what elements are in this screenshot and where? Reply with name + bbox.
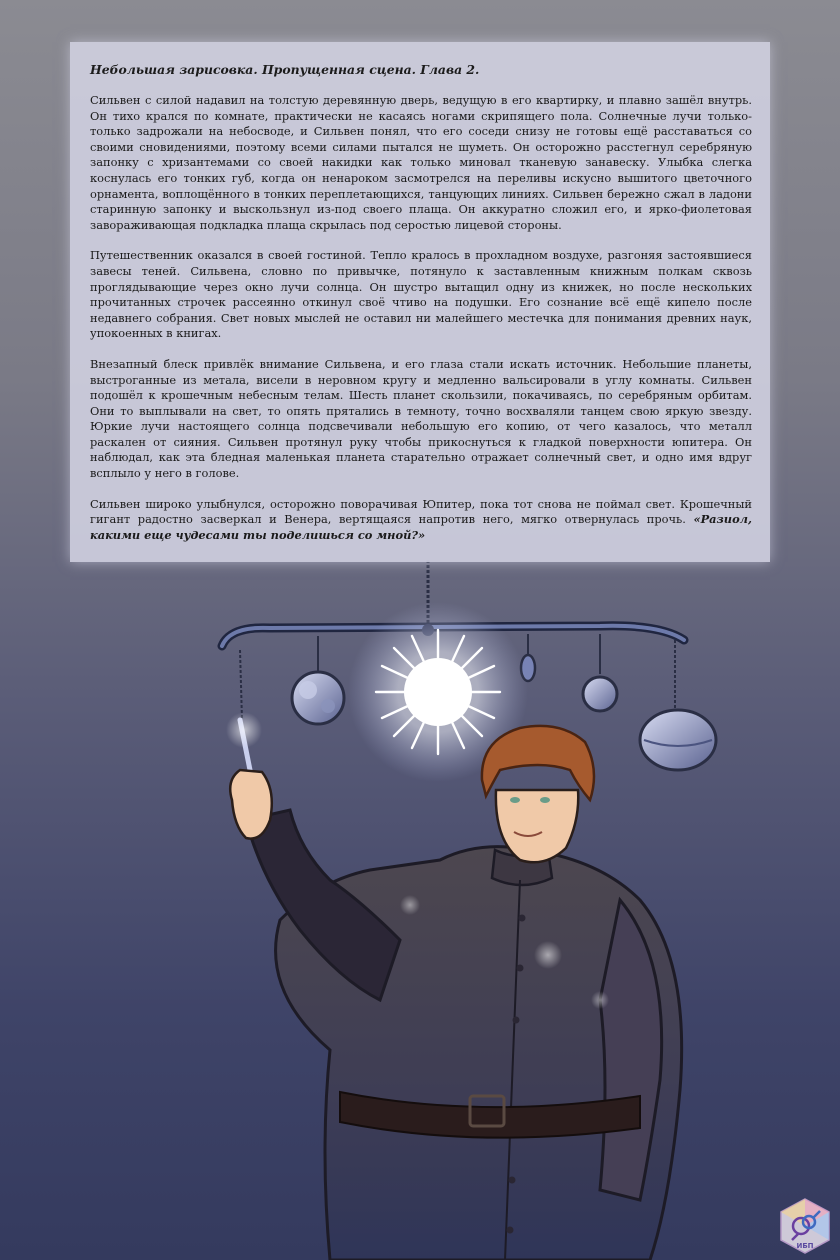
story-paragraph-3: Внезапный блеск привлёк внимание Сильвена, и его глаза стали искать источник. Небольшие планеты, выстроганные из метала, висели в неровном кругу и медленно вальсировали в углу комнаты. Сильвен подошёл к крошечным небесным телам. Шесть планет скользили, покачиваясь, по серебряным орбитам. Они то выплывали на свет, то опять прятались в темноту, точно восхваляли танцем свою яркую звезду. Юркие лучи настоящего солнца подсвечивали небольшую его копию, от чего казалось, что металл раскален от сияния. Сильвен протянул руку чтобы прикоснуться к гладкой поверхности юпитера. Он наблюдал, как эта бледная маленькая планета старательно отражает солнечный свет, и одно имя вдруг всплыло у него в голове. — [90, 356, 752, 481]
story-paragraph-4 — [90, 497, 752, 544]
character-body — [246, 810, 682, 1260]
story-paragraph-4-text: Сильвен широко улыбнулся, осторожно поворачивая Юпитер, пока тот снова не поймал свет. Крошечный гигант радостно засверкал и Венера, вертящаяся напротив него, мягко отвернулась прочь. — [90, 496, 752, 527]
watermark-logo — [776, 1196, 834, 1256]
planet-wire-left — [240, 650, 242, 720]
story-quote: «Разиол, какими еще чудесами ты поделишься со мной?» — [90, 512, 752, 542]
crystal-pendant — [226, 712, 262, 770]
raised-hand — [230, 770, 272, 839]
watermark-label: ИБП — [796, 1242, 814, 1250]
story-paragraph-1: Сильвен с силой надавил на толстую деревянную дверь, ведущую в его квартирку, и плавно зашёл внутрь. Он тихо крался по комнате, практически не касаясь ногами скрипящего пола. Солнечные лучи только-только задрожали на небосводе, и Сильвен понял, что его соседи снизу не готовы ещё расставаться со своими сновидениями, поэтому всеми силами пытался не шуметь. Он осторожно расстегнул серебряную запонку с хризантемами со своей накидки как только миновал тканевую занавеску. Улыбка слегка коснулась его тонких губ, когда он ненароком засмотрелся на переливы искусно вышитого цветочного орнамента, воплощённого в тонких переплетающихся, танцующих линиях. Сильвен бережно сжал в ладони старинную запонку и выскользнул из-под своего плаща. Он аккуратно сложил его, и ярко-фиолетовая завораживающая подкладка плаща скрылась под серостью лицевой стороны. — [90, 93, 752, 232]
planet-cloudy — [292, 636, 344, 724]
planet-jupiter — [640, 640, 716, 770]
story-title: Небольшая зарисовка. Пропущенная сцена. Глава 2. — [90, 62, 480, 77]
planet-bell — [583, 634, 617, 711]
character-head — [482, 726, 594, 862]
story-text-panel — [70, 42, 770, 562]
story-paragraph-2: Путешественник оказался в своей гостиной. Тепло кралось в прохладном воздухе, разгоняя застоявшиеся завесы теней. Сильвена, словно по привычке, потянуло к заставленным книжным полкам сквозь проглядывающие через окно лучи солнца. Он шустро вытащил одну из книжек, но после нескольких прочитанных строчек рассеянно откинул своё чтиво на подушки. Его сознание всё ещё кипело после недавнего собрания. Свет новых мыслей не оставил ни малейшего местечка для понимания древних наук, упокоенных в книгах. — [90, 248, 752, 341]
